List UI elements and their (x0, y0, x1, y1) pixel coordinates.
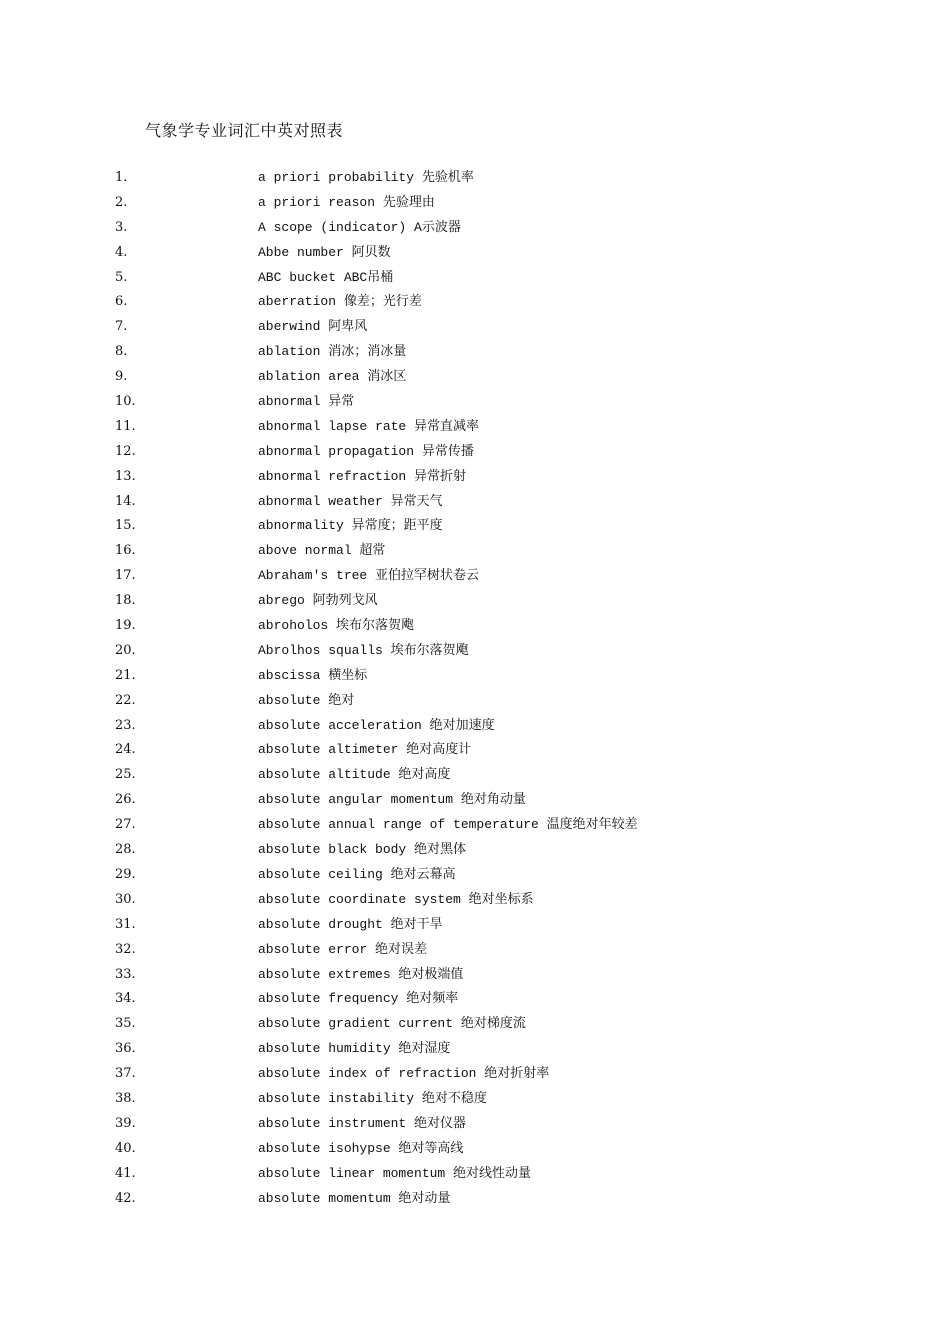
entry-term: absolute 绝对 (258, 692, 355, 708)
entry-term: absolute instability 绝对不稳度 (258, 1090, 487, 1106)
entry-number: 5. (115, 269, 128, 285)
entry-term: above normal 超常 (258, 543, 386, 559)
entry-number: 1. (115, 170, 128, 185)
glossary-entry (0, 790, 950, 815)
glossary-entry (0, 342, 950, 367)
entry-term: abroholos 埃布尔落贺飑 (258, 618, 415, 634)
entry-term: absolute frequency 绝对频率 (258, 991, 459, 1007)
glossary-entry (0, 417, 950, 442)
entry-term: absolute momentum 绝对动量 (258, 1190, 451, 1206)
entry-number: 29. (115, 866, 136, 882)
glossary-entry (0, 367, 950, 392)
glossary-entry (0, 865, 950, 890)
glossary-entry (0, 1064, 950, 1089)
glossary-entry (0, 467, 950, 492)
glossary-entry (0, 1114, 950, 1139)
entry-term: absolute humidity 绝对湿度 (258, 1041, 451, 1057)
entry-number: 42. (115, 1190, 136, 1206)
glossary-entry (0, 1139, 950, 1164)
glossary-entry (0, 716, 950, 741)
glossary-entry (0, 1089, 950, 1114)
entry-term: abnormal lapse rate 异常直减率 (258, 418, 480, 434)
entry-number: 27. (115, 817, 136, 833)
glossary-entry (0, 965, 950, 990)
entry-number: 17. (115, 568, 136, 584)
glossary-entry (0, 989, 950, 1014)
entry-number: 40. (115, 1140, 136, 1156)
entry-term: absolute angular momentum 绝对角动量 (258, 792, 526, 808)
entry-term: absolute altimeter 绝对高度计 (258, 742, 472, 758)
entry-term: aberration 像差；光行差 (258, 294, 422, 310)
entry-term: absolute annual range of temperature 温度绝对年较差 (258, 817, 638, 833)
glossary-entry (0, 940, 950, 965)
glossary-entry (0, 641, 950, 666)
glossary-entry (0, 516, 950, 541)
glossary-entry (0, 218, 950, 243)
entry-term: abnormality 异常度；距平度 (258, 518, 443, 534)
glossary-entry (0, 890, 950, 915)
glossary-entry (0, 392, 950, 417)
entry-number: 36. (115, 1041, 136, 1057)
entry-number: 38. (115, 1090, 136, 1106)
entry-number: 12. (115, 443, 136, 459)
entry-term: aberwind 阿卑风 (258, 319, 368, 335)
glossary-entry (0, 193, 950, 218)
entry-number: 31. (115, 916, 136, 932)
entry-number: 21. (115, 667, 136, 683)
entry-term: absolute instrument 绝对仪器 (258, 1115, 467, 1131)
entry-term: absolute linear momentum 绝对线性动量 (258, 1165, 532, 1181)
entry-term: Abbe number 阿贝数 (258, 244, 391, 260)
entry-number: 4. (115, 244, 128, 260)
glossary-entry (0, 666, 950, 691)
entry-term: absolute acceleration 绝对加速度 (258, 717, 495, 733)
entry-term: abnormal propagation 异常传播 (258, 443, 474, 459)
entry-term: abrego 阿勃列戈风 (258, 593, 378, 609)
glossary-entry (0, 566, 950, 591)
glossary-entry (0, 317, 950, 342)
entry-number: 28. (115, 842, 136, 858)
glossary-entry (0, 168, 950, 193)
glossary-entry (0, 1164, 950, 1189)
entry-number: 39. (115, 1115, 136, 1131)
entry-term: abnormal 异常 (258, 394, 355, 410)
glossary-entry (0, 442, 950, 467)
entry-number: 32. (115, 941, 136, 957)
entry-term: a priori reason 先验理由 (258, 194, 435, 210)
entry-term: a priori probability 先验机率 (258, 170, 474, 185)
entry-number: 11. (115, 418, 136, 434)
entry-term: absolute drought 绝对干旱 (258, 916, 443, 932)
entry-number: 30. (115, 891, 136, 907)
glossary-list (0, 168, 950, 1213)
entry-term: ablation 消冰；消冰量 (258, 344, 407, 360)
entry-term: ABC bucket ABC吊桶 (258, 269, 394, 285)
entry-number: 24. (115, 742, 136, 758)
entry-number: 16. (115, 543, 136, 559)
entry-number: 35. (115, 1016, 136, 1032)
entry-term: absolute altitude 绝对高度 (258, 767, 451, 783)
entry-term: absolute coordinate system 绝对坐标系 (258, 891, 534, 907)
entry-number: 13. (115, 468, 136, 484)
entry-term: A scope (indicator) A示波器 (258, 219, 461, 235)
glossary-entry (0, 1189, 950, 1214)
entry-term: absolute isohypse 绝对等高线 (258, 1140, 464, 1156)
glossary-entry (0, 243, 950, 268)
glossary-entry (0, 1014, 950, 1039)
entry-term: ablation area 消冰区 (258, 369, 407, 385)
entry-term: abscissa 横坐标 (258, 667, 368, 683)
entry-number: 19. (115, 618, 136, 634)
entry-term: abnormal weather 异常天气 (258, 493, 443, 509)
entry-number: 8. (115, 344, 128, 360)
glossary-entry (0, 591, 950, 616)
entry-number: 26. (115, 792, 136, 808)
entry-number: 9. (115, 369, 128, 385)
entry-number: 18. (115, 593, 136, 609)
document-title: 气象学专业词汇中英对照表 (145, 121, 344, 140)
glossary-entry (0, 765, 950, 790)
entry-number: 37. (115, 1066, 136, 1082)
entry-number: 15. (115, 518, 136, 534)
glossary-entry (0, 740, 950, 765)
glossary-entry (0, 268, 950, 293)
glossary-entry (0, 1039, 950, 1064)
entry-term: absolute index of refraction 绝对折射率 (258, 1066, 550, 1082)
entry-term: absolute gradient current 绝对梯度流 (258, 1016, 526, 1032)
entry-number: 34. (115, 991, 136, 1007)
entry-number: 22. (115, 692, 136, 708)
entry-term: absolute extremes 绝对极端值 (258, 966, 464, 982)
entry-number: 25. (115, 767, 136, 783)
entry-number: 14. (115, 493, 136, 509)
entry-term: absolute black body 绝对黑体 (258, 842, 467, 858)
entry-number: 23. (115, 717, 136, 733)
entry-term: absolute ceiling 绝对云幕高 (258, 866, 456, 882)
entry-number: 7. (115, 319, 128, 335)
glossary-entry (0, 915, 950, 940)
glossary-entry (0, 616, 950, 641)
entry-number: 3. (115, 219, 128, 235)
entry-term: Abraham's tree 亚伯拉罕树状卷云 (258, 568, 480, 584)
glossary-entry (0, 292, 950, 317)
entry-number: 33. (115, 966, 136, 982)
glossary-entry (0, 492, 950, 517)
entry-term: absolute error 绝对误差 (258, 941, 428, 957)
entry-number: 2. (115, 194, 128, 210)
entry-number: 41. (115, 1165, 136, 1181)
entry-term: abnormal refraction 异常折射 (258, 468, 467, 484)
glossary-entry (0, 840, 950, 865)
glossary-entry (0, 541, 950, 566)
entry-term: Abrolhos squalls 埃布尔落贺飑 (258, 642, 469, 658)
entry-number: 10. (115, 394, 136, 410)
glossary-entry (0, 691, 950, 716)
entry-number: 6. (115, 294, 128, 310)
glossary-entry (0, 815, 950, 840)
entry-number: 20. (115, 642, 136, 658)
